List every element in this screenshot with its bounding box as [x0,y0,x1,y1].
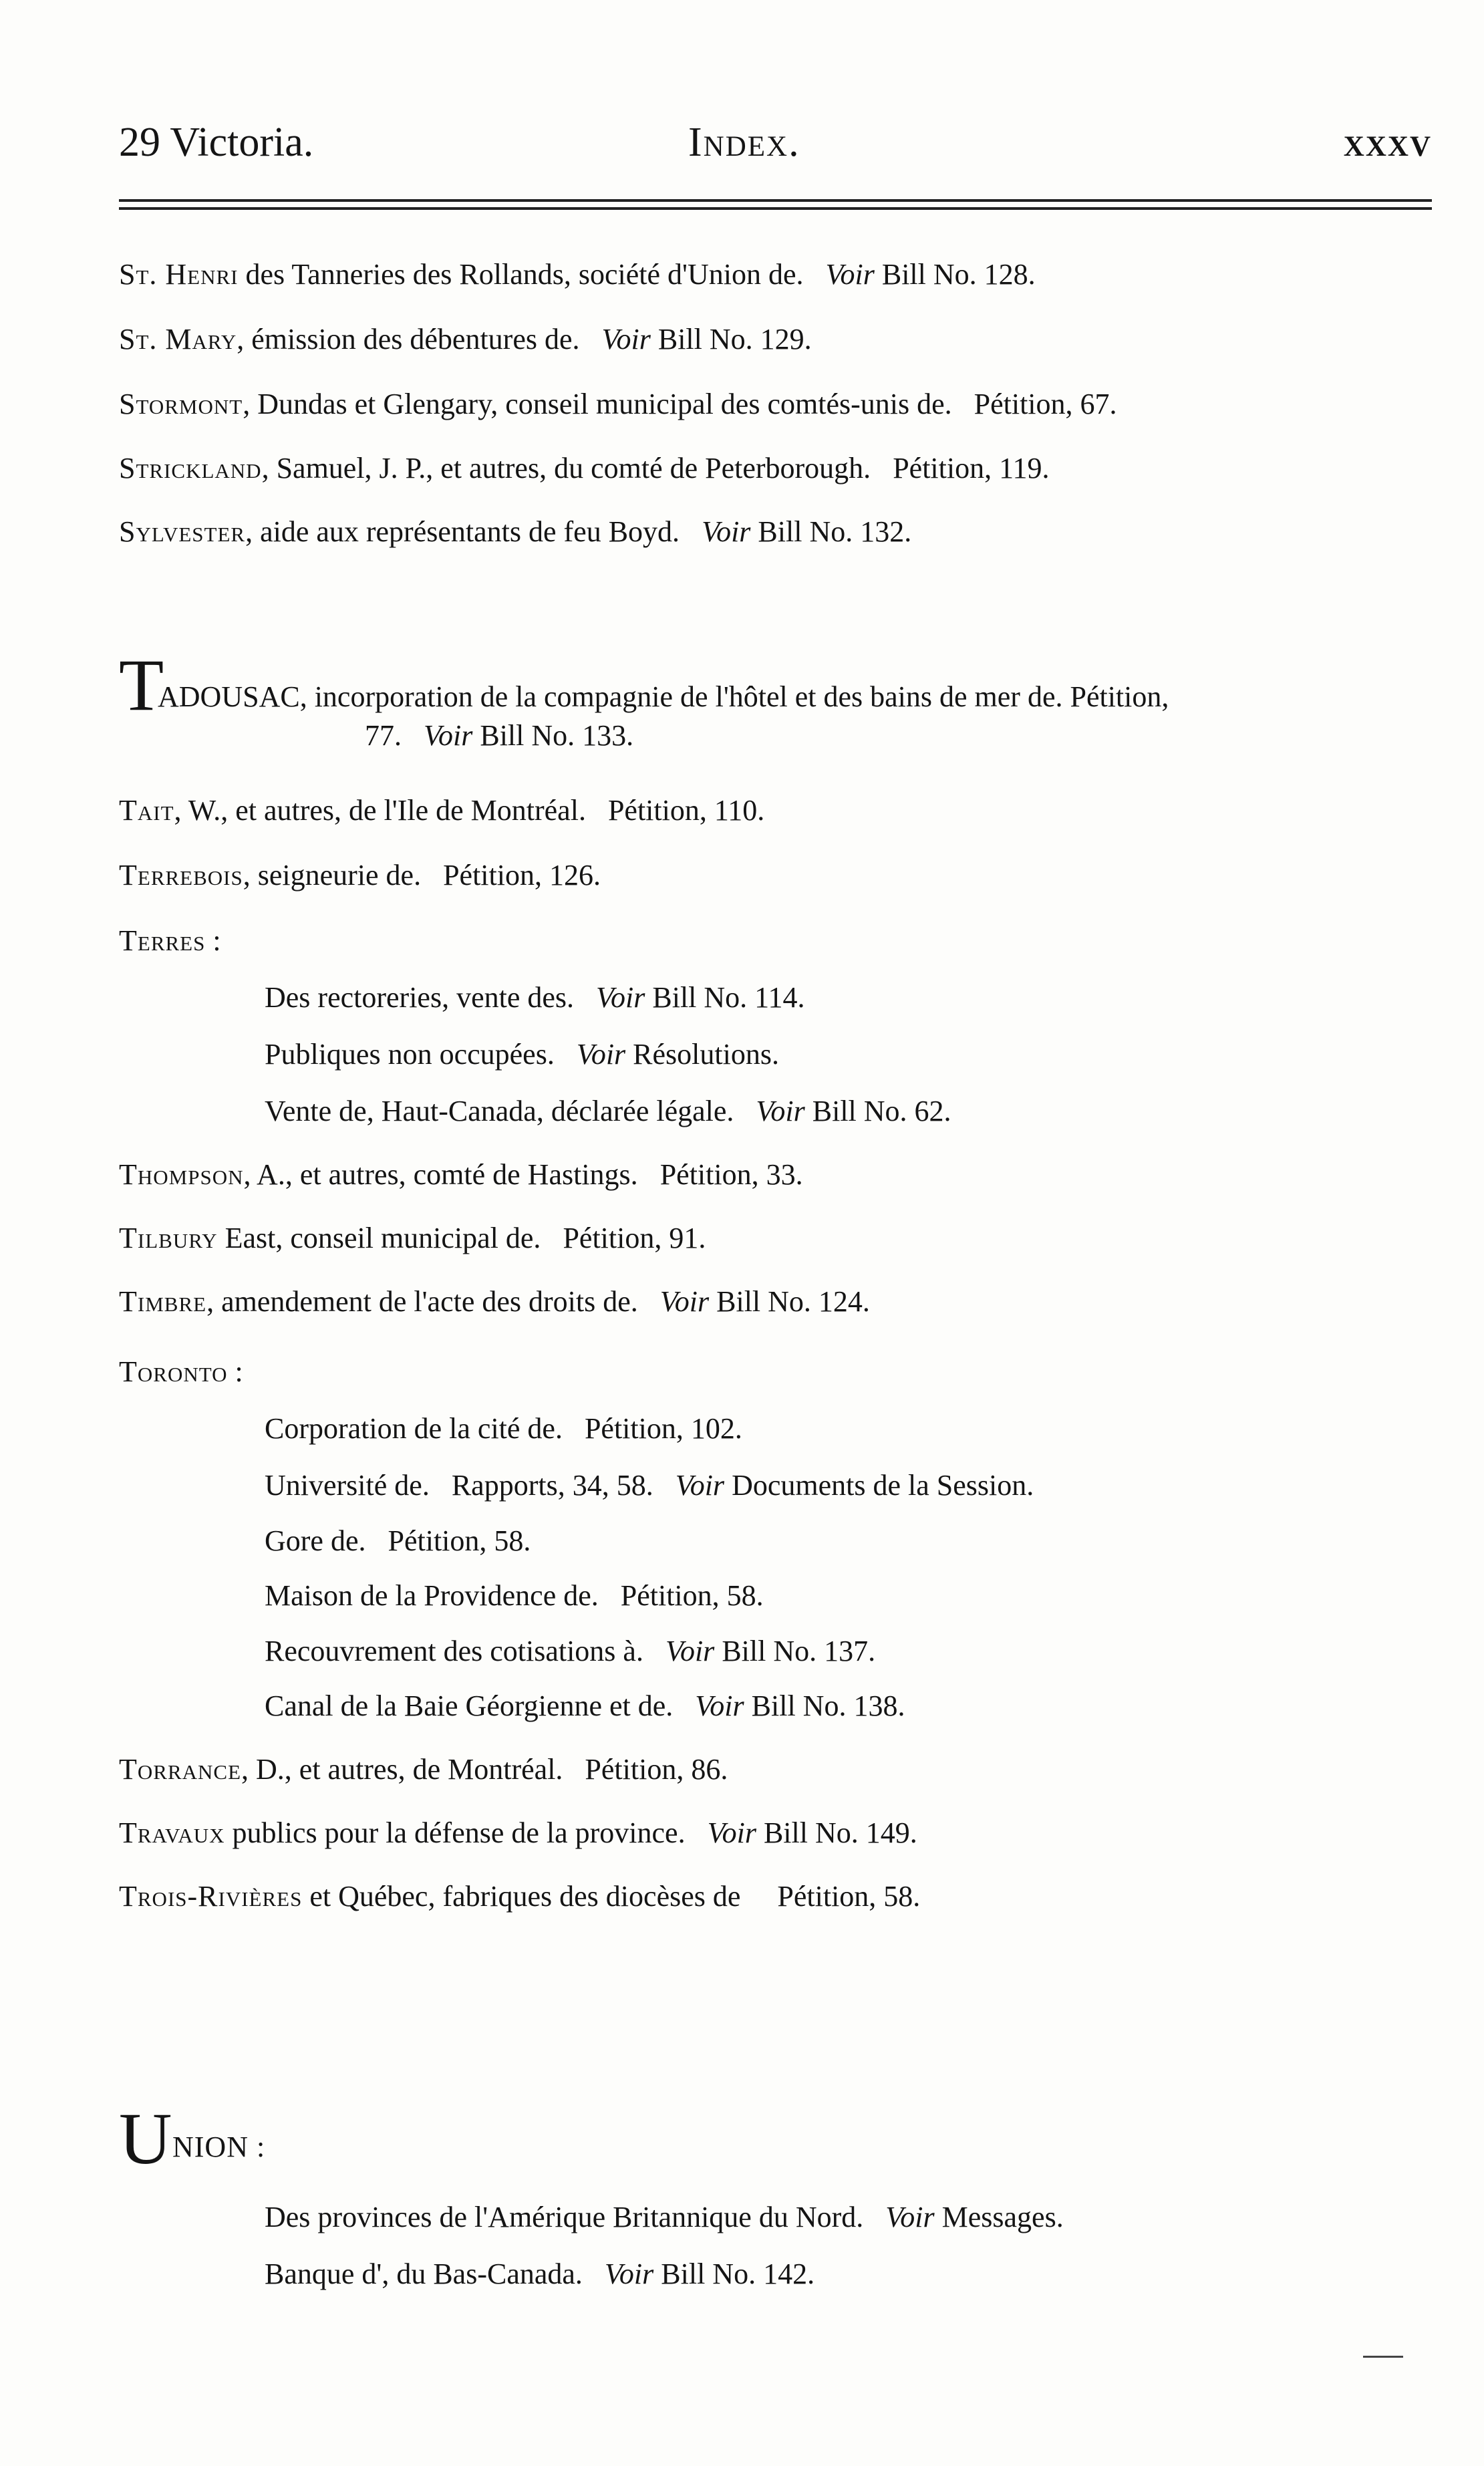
voir-label: Voir [659,1285,710,1318]
terres-subentry [265,1036,779,1073]
toronto-subentry [265,1522,531,1559]
entry-reference: Pétition, 119. [893,452,1050,485]
subentry-reference: Messages. [934,2201,1064,2233]
entry-reference: Bill No. 132. [750,515,912,548]
entry-heading: Terres [119,924,206,957]
header-rule-top [119,199,1432,202]
entry-heading: Tait [119,794,174,827]
voir-label: Voir [675,1469,725,1502]
index-entry-trois-rivieres [119,1878,920,1915]
voir-label: Voir [756,1095,805,1127]
tadousac-line-2 [365,717,633,754]
entry-colon: : [248,2131,266,2163]
subentry-text: Corporation de la cité de. [265,1412,563,1445]
entry-heading: Sylvester [119,515,246,548]
subentry-text: Publiques non occupées. [265,1038,555,1071]
entry-text: , incorporation de la compagnie de l'hôtel et des bains de mer de. Pétition, [299,680,1169,713]
entry-heading: Tilbury [119,1222,218,1254]
entry-heading: ADOUSAC [158,680,300,713]
header-page-number: xxxv [1343,120,1432,165]
entry-heading: Torrance [119,1753,242,1786]
subentry-text: Vente de, Haut-Canada, déclarée légale. [265,1095,734,1127]
subentry-reference: Bill No. 114. [645,981,805,1014]
subentry-reference: Bill No. 138. [744,1689,905,1722]
entry-heading: Trois-Rivières [119,1880,303,1913]
margin-dash-mark [1363,2356,1403,2358]
subentry-reference: Pétition, 102. [584,1412,742,1445]
index-entry-toronto [119,1353,243,1390]
subentry-reference: Bill No. 62. [804,1095,951,1127]
entry-reference: Pétition, 58. [777,1880,921,1913]
toronto-subentry [265,1633,875,1669]
entry-heading: Terrebois [119,859,243,892]
voir-label: Voir [702,515,751,548]
entry-heading: Toronto [119,1355,228,1388]
subentry-text: Université de. [265,1469,430,1502]
entry-text-continued: 77. [365,719,402,752]
index-entry-st-mary [119,321,812,358]
subentry-reference: Résolutions. [625,1038,779,1071]
index-entry-tait [119,792,764,829]
index-entry-st-henri [119,256,1036,293]
entry-reference: Pétition, 33. [659,1158,803,1191]
entry-heading: Thompson [119,1158,244,1191]
entry-reference: Pétition, 110. [607,794,765,827]
union-subentry [265,2255,814,2292]
index-entry-stormont [119,386,1117,422]
drop-cap-u: U [119,2098,172,2179]
voir-label: Voir [424,719,473,752]
entry-text: , Dundas et Glengary, conseil municipal des comtés-unis de. [243,388,952,420]
subentry-text: Gore de. [265,1524,366,1557]
entry-heading: Strickland [119,452,262,485]
index-entry-terrebois [119,857,601,894]
terres-subentry [265,979,805,1016]
subentry-text: Maison de la Providence de. [265,1579,599,1612]
entry-text: , A., et autres, comté de Hastings. [243,1158,638,1191]
header-title: Index. [688,120,800,165]
entry-heading: Stormont [119,388,243,420]
subentry-text: Canal de la Baie Géorgienne et de. [265,1689,674,1722]
entry-text: , W., et autres, de l'Ile de Montréal. [174,794,586,827]
subentry-reference: Bill No. 137. [714,1635,876,1667]
subentry-reference: Pétition, 58. [388,1524,531,1557]
subentry-text: Banque d', du Bas-Canada. [265,2257,583,2290]
toronto-subentry [265,1577,764,1614]
index-entry-timbre [119,1283,870,1320]
header-volume: 29 Victoria. [119,120,314,165]
drop-cap-t: T [119,644,164,726]
entry-reference: Pétition, 91. [563,1222,706,1254]
entry-heading: St. Henri [119,258,239,291]
entry-reference: Bill No. 129. [650,323,812,356]
index-entry-strickland [119,450,1049,487]
toronto-subentry [265,1467,1034,1504]
voir-label: Voir [707,1816,756,1849]
subentry-reference-2: Documents de la Session. [724,1469,1034,1502]
entry-text: , Samuel, J. P., et autres, du comté de Peterborough. [261,452,871,485]
subentry-reference: Rapports, 34, 58. [451,1469,653,1502]
entry-reference: Bill No. 124. [709,1285,870,1318]
toronto-subentry [265,1410,742,1447]
terres-subentry [265,1093,951,1129]
union-heading [172,2129,265,2165]
index-entry-sylvester [119,513,911,550]
voir-label: Voir [601,323,651,356]
header-rule-bottom [119,207,1432,210]
entry-text: des Tanneries des Rollands, société d'Union de. [238,258,804,291]
entry-heading: Timbre [119,1285,207,1318]
entry-heading: St. Mary [119,323,237,356]
entry-text: , aide aux représentants de feu Boyd. [245,515,680,548]
subentry-text: Recouvrement des cotisations à. [265,1635,643,1667]
entry-text: , D., et autres, de Montréal. [241,1753,563,1786]
voir-label: Voir [695,1689,744,1722]
entry-reference: Bill No. 149. [756,1816,917,1849]
entry-text: East, conseil municipal de. [217,1222,541,1254]
entry-heading: NION [172,2131,249,2163]
index-entry-travaux [119,1814,917,1851]
entry-text: , amendement de l'acte des droits de. [206,1285,638,1318]
index-entry-terres [119,922,221,959]
entry-reference: Pétition, 126. [443,859,601,892]
entry-reference: Bill No. 128. [874,258,1036,291]
voir-label: Voir [604,2257,654,2290]
voir-label: Voir [825,258,875,291]
entry-text: , seigneurie de. [243,859,422,892]
voir-label: Voir [885,2201,935,2233]
index-entry-torrance [119,1751,728,1788]
entry-reference: Pétition, 67. [974,388,1117,420]
index-entry-thompson [119,1156,803,1193]
voir-label: Voir [576,1038,626,1071]
entry-colon: : [205,924,221,957]
entry-text: publics pour la défense de la province. [225,1816,686,1849]
subentry-reference: Bill No. 142. [653,2257,815,2290]
entry-reference: Pétition, 86. [585,1753,728,1786]
tadousac-line-1 [158,678,1169,715]
running-header [119,119,1432,179]
voir-label: Voir [665,1635,715,1667]
subentry-text: Des provinces de l'Amérique Britannique du Nord. [265,2201,864,2233]
entry-text: , émission des débentures de. [237,323,580,356]
toronto-subentry [265,1687,905,1724]
voir-label: Voir [596,981,645,1014]
index-entry-tilbury [119,1220,706,1256]
entry-text: et Québec, fabriques des diocèses de [302,1880,741,1913]
entry-colon: : [227,1355,243,1388]
entry-heading: Travaux [119,1816,225,1849]
subentry-reference: Pétition, 58. [620,1579,764,1612]
union-subentry [265,2199,1064,2235]
subentry-text: Des rectoreries, vente des. [265,981,575,1014]
entry-reference: Bill No. 133. [472,719,634,752]
